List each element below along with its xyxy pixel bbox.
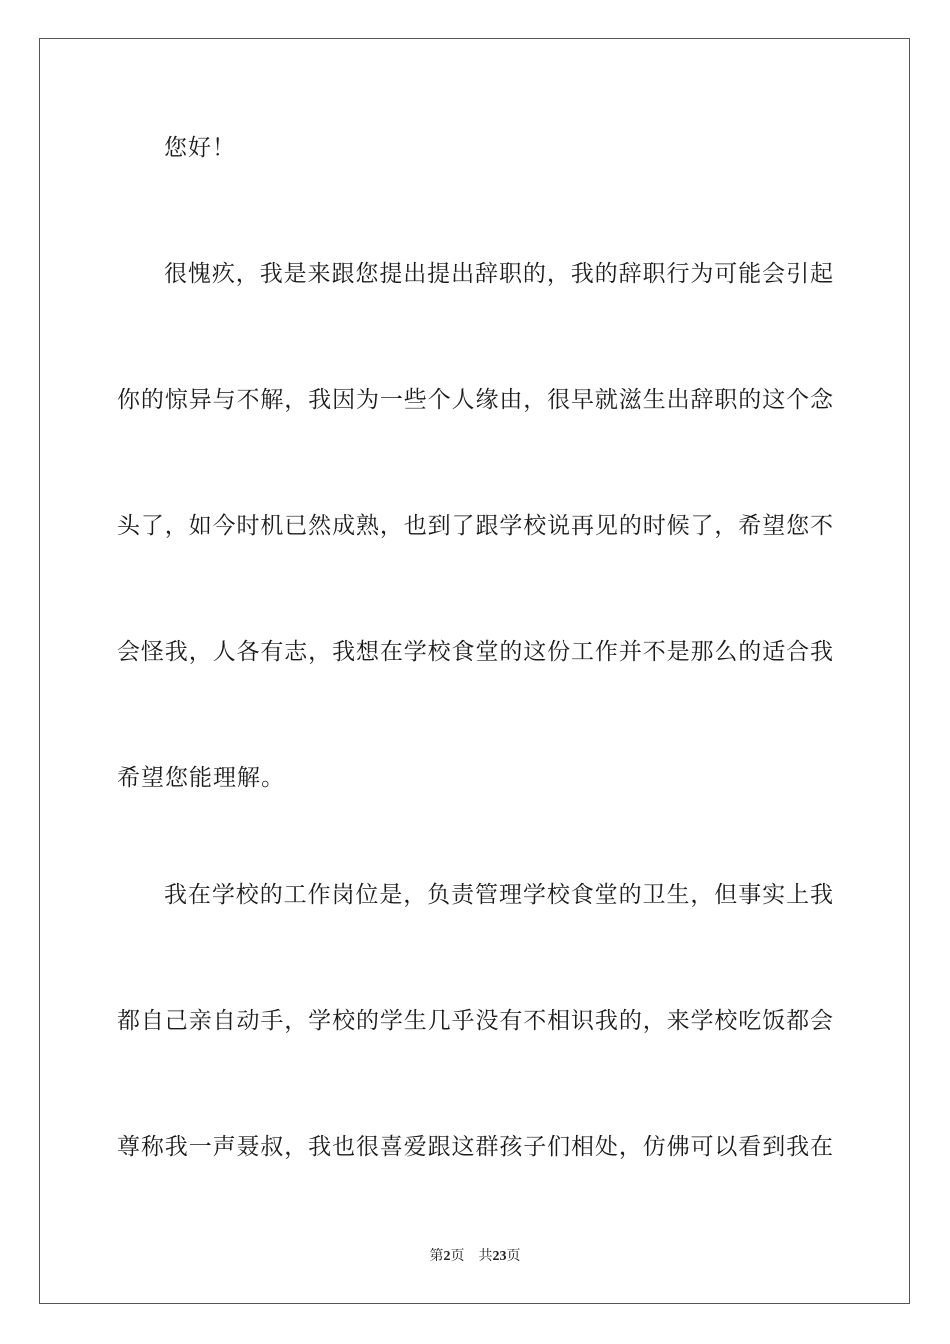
paragraph-2-line-3: 尊称我一声聂叔，我也很喜爱跟这群孩子们相处，仿佛可以看到我在 [117,1134,833,1160]
page-suffix: 页 [450,1248,465,1264]
paragraph-2-line-1: 我在学校的工作岗位是，负责管理学校食堂的卫生，但事实上我 [164,882,833,908]
greeting: 您好！ [164,135,236,161]
total-prefix: 共 [478,1248,493,1264]
page-border [39,38,910,1304]
paragraph-1-line-1: 很愧疚，我是来跟您提出提出辞职的，我的辞职行为可能会引起 [164,261,833,287]
paragraph-1-line-4: 会怪我，人各有志，我想在学校食堂的这份工作并不是那么的适合我 [117,639,833,665]
paragraph-1-line-5: 希望您能理解。 [117,765,285,791]
paragraph-2-line-2: 都自己亲自动手，学校的学生几乎没有不相识我的，来学校吃饭都会 [117,1008,833,1034]
paragraph-1-line-3: 头了，如今时机已然成熟，也到了跟学校说再见的时候了，希望您不 [117,513,833,539]
paragraph-1-line-2: 你的惊异与不解，我因为一些个人缘由，很早就滋生出辞职的这个念 [117,387,833,413]
page-number: 2 [443,1249,451,1264]
total-suffix: 页 [506,1248,521,1264]
total-pages: 23 [492,1249,507,1264]
page-prefix: 第 [429,1248,444,1264]
page-footer [0,1245,950,1265]
